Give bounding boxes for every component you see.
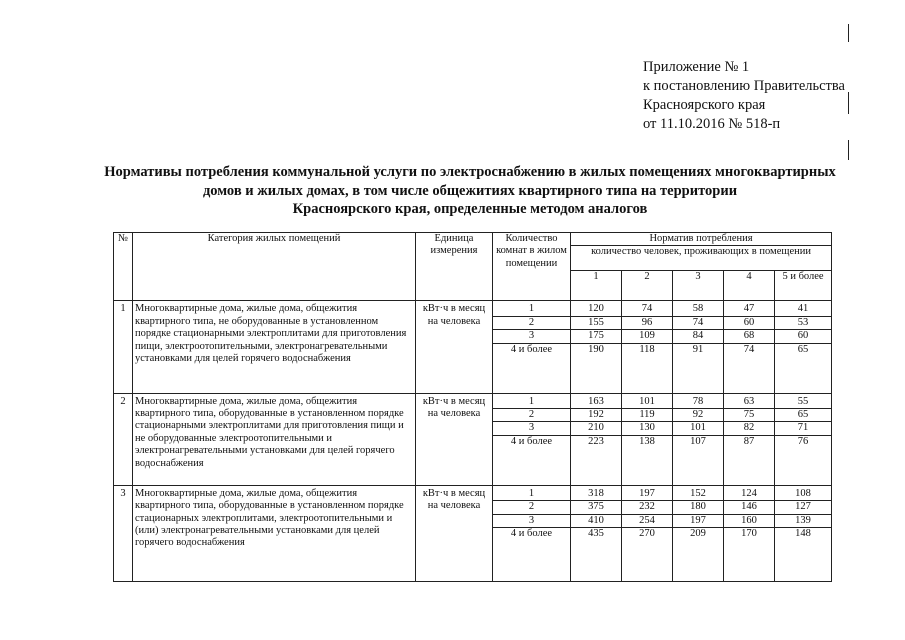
norm-value: 124	[724, 485, 775, 500]
norm-value: 318	[571, 485, 622, 500]
table-row	[114, 301, 832, 316]
rooms-cell: 4 и более	[493, 343, 571, 393]
rooms-cell: 1	[493, 393, 571, 408]
norm-value: 68	[724, 330, 775, 343]
appendix-note	[643, 58, 845, 134]
appendix-line: к постановлению Правительства	[643, 78, 845, 94]
header-category: Категория жилых помещений	[133, 233, 416, 301]
norm-value: 410	[571, 514, 622, 527]
header-people-1: 1	[571, 271, 622, 301]
scan-edge-mark	[848, 92, 849, 114]
rooms-cell: 4 и более	[493, 435, 571, 485]
norm-value: 138	[622, 435, 673, 485]
norm-value: 109	[622, 330, 673, 343]
document-title	[60, 163, 880, 219]
norm-value: 190	[571, 343, 622, 393]
norm-value: 119	[622, 409, 673, 422]
norm-value: 254	[622, 514, 673, 527]
category-description: Многоквартирные дома, жилые дома, общежития квартирного типа, оборудованные в установленном порядке стационарными электроплитами для приготовления пищи и не оборудованные электроотопительными и электронагревательными установками для целей горячего водоснабжения	[133, 393, 416, 485]
norm-value: 197	[673, 514, 724, 527]
rooms-cell: 4 и более	[493, 528, 571, 582]
row-number: 1	[114, 301, 133, 393]
norms-table	[113, 232, 832, 582]
table-row	[114, 393, 832, 408]
title-line: Нормативы потребления коммунальной услуги по электроснабжению в жилых помещениях многоквартирных	[104, 164, 836, 180]
category-description: Многоквартирные дома, жилые дома, общежития квартирного типа, не оборудованные в установленном порядке стационарными электроплитами для приготовления пищи, электроотопительными, электронагревательными установками для целей горячего водоснабжения	[133, 301, 416, 393]
rooms-cell: 1	[493, 485, 571, 500]
norm-value: 47	[724, 301, 775, 316]
scan-edge-mark	[848, 140, 849, 160]
norm-value: 130	[622, 422, 673, 435]
rooms-cell: 2	[493, 501, 571, 514]
appendix-line: Красноярского края	[643, 97, 766, 113]
norm-value: 60	[775, 330, 832, 343]
norm-value: 96	[622, 316, 673, 329]
norm-value: 82	[724, 422, 775, 435]
norm-value: 91	[673, 343, 724, 393]
category-description: Многоквартирные дома, жилые дома, общежития квартирного типа, оборудованные в установленном порядке стационарных электроплитами, электроотопительными и (или) электронагревательными установками для целей горячего водоснабжения	[133, 485, 416, 581]
row-number: 2	[114, 393, 133, 485]
norm-value: 58	[673, 301, 724, 316]
norm-value: 223	[571, 435, 622, 485]
table-row	[114, 485, 832, 500]
header-people-5: 5 и более	[775, 271, 832, 301]
norm-value: 101	[622, 393, 673, 408]
header-people-3: 3	[673, 271, 724, 301]
norm-value: 101	[673, 422, 724, 435]
header-people: количество человек, проживающих в помещении	[571, 246, 832, 271]
norm-value: 197	[622, 485, 673, 500]
norm-value: 75	[724, 409, 775, 422]
rooms-cell: 2	[493, 409, 571, 422]
norm-value: 148	[775, 528, 832, 582]
norm-value: 232	[622, 501, 673, 514]
scan-edge-mark	[848, 24, 849, 42]
header-rooms: Количество комнат в жилом помещении	[493, 233, 571, 301]
norm-value: 74	[724, 343, 775, 393]
rooms-cell: 3	[493, 330, 571, 343]
norm-value: 74	[673, 316, 724, 329]
norm-value: 120	[571, 301, 622, 316]
appendix-line: от 11.10.2016 № 518-п	[643, 116, 781, 132]
norm-value: 118	[622, 343, 673, 393]
norm-value: 41	[775, 301, 832, 316]
norm-value: 163	[571, 393, 622, 408]
norm-value: 152	[673, 485, 724, 500]
header-people-2: 2	[622, 271, 673, 301]
unit-cell: кВт·ч в месяц на человека	[416, 485, 493, 581]
rooms-cell: 3	[493, 422, 571, 435]
norm-value: 55	[775, 393, 832, 408]
appendix-line: Приложение № 1	[643, 59, 750, 75]
norm-value: 63	[724, 393, 775, 408]
norm-value: 139	[775, 514, 832, 527]
norm-value: 71	[775, 422, 832, 435]
title-line: Красноярского края, определенные методом аналогов	[292, 201, 648, 217]
norm-value: 180	[673, 501, 724, 514]
norm-value: 210	[571, 422, 622, 435]
norm-value: 375	[571, 501, 622, 514]
norm-value: 108	[775, 485, 832, 500]
norm-value: 74	[622, 301, 673, 316]
header-unit: Единица измерения	[416, 233, 493, 301]
rooms-cell: 2	[493, 316, 571, 329]
unit-cell: кВт·ч в месяц на человека	[416, 301, 493, 393]
row-number: 3	[114, 485, 133, 581]
norm-value: 175	[571, 330, 622, 343]
header-people-4: 4	[724, 271, 775, 301]
norm-value: 78	[673, 393, 724, 408]
norm-value: 60	[724, 316, 775, 329]
norm-value: 107	[673, 435, 724, 485]
norm-value: 435	[571, 528, 622, 582]
norm-value: 87	[724, 435, 775, 485]
norm-value: 84	[673, 330, 724, 343]
header-num: №	[114, 233, 133, 301]
header-norm: Норматив потребления	[571, 233, 832, 246]
norm-value: 160	[724, 514, 775, 527]
norm-value: 92	[673, 409, 724, 422]
rooms-cell: 3	[493, 514, 571, 527]
norm-value: 209	[673, 528, 724, 582]
norm-value: 65	[775, 409, 832, 422]
norm-value: 170	[724, 528, 775, 582]
norm-value: 155	[571, 316, 622, 329]
unit-cell: кВт·ч в месяц на человека	[416, 393, 493, 485]
norm-value: 76	[775, 435, 832, 485]
norm-value: 53	[775, 316, 832, 329]
norm-value: 192	[571, 409, 622, 422]
norm-value: 127	[775, 501, 832, 514]
norm-value: 65	[775, 343, 832, 393]
norm-value: 146	[724, 501, 775, 514]
norm-value: 270	[622, 528, 673, 582]
title-line: домов и жилых домах, в том числе общежитиях квартирного типа на территории	[202, 182, 738, 199]
rooms-cell: 1	[493, 301, 571, 316]
